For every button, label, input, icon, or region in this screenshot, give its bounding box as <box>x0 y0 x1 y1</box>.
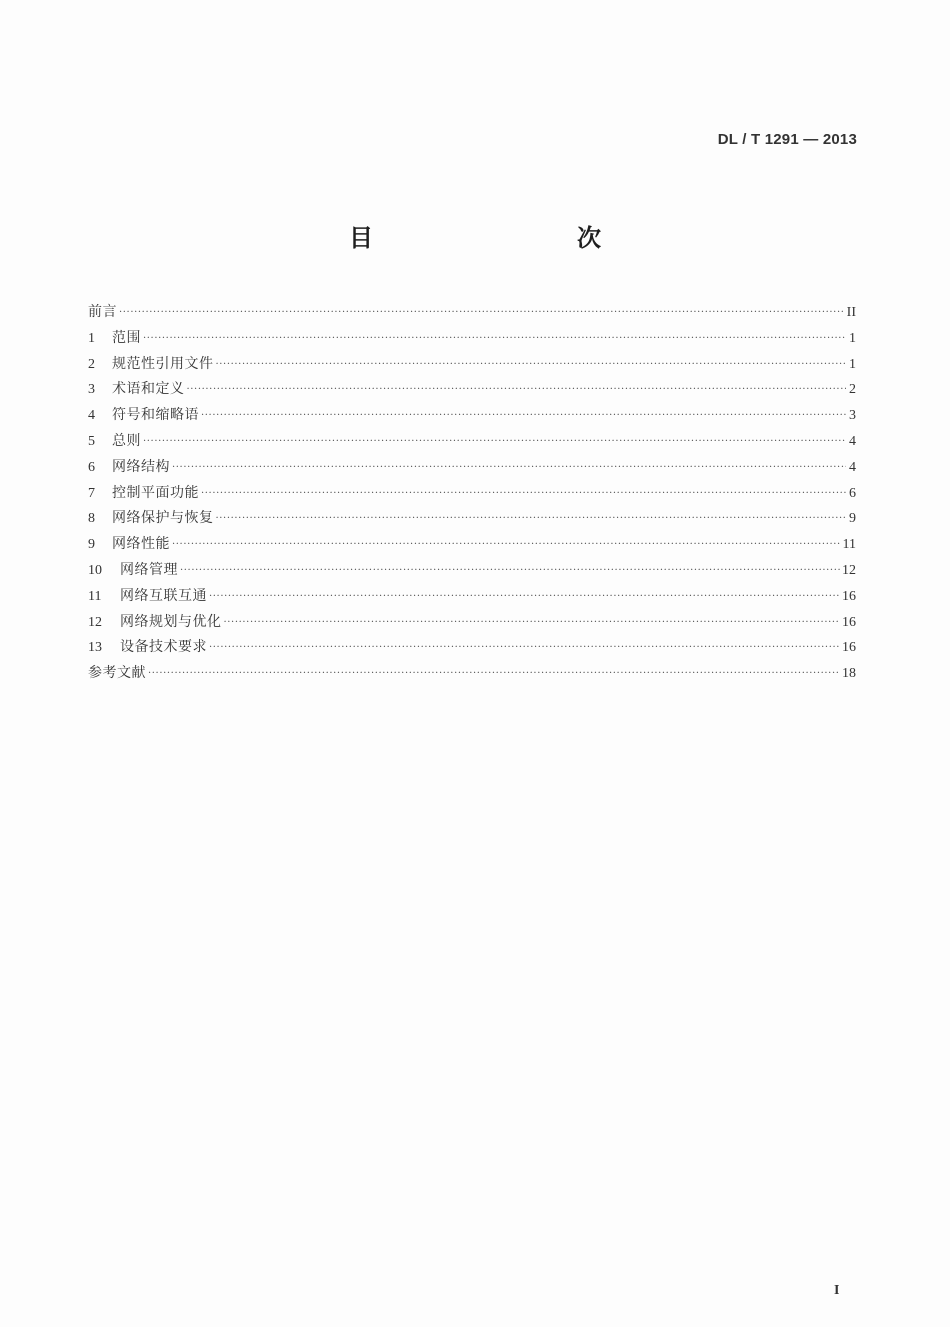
toc-entry-label: 网络性能 <box>112 536 170 553</box>
toc-entry-label: 网络管理 <box>120 561 178 578</box>
table-of-contents <box>88 301 856 688</box>
toc-entry[interactable] <box>88 533 856 559</box>
toc-leader-dots <box>172 539 841 550</box>
toc-entry[interactable] <box>88 430 856 456</box>
toc-entry-page: 1 <box>849 330 856 346</box>
toc-entry-page: 11 <box>842 537 856 553</box>
toc-entry[interactable] <box>88 585 856 611</box>
toc-entry[interactable] <box>88 636 856 662</box>
standard-code: DL / T 1291 — 2013 <box>717 131 857 148</box>
toc-entry-page: 9 <box>849 511 856 527</box>
toc-entry-number: 13 <box>88 640 102 656</box>
toc-entry[interactable] <box>88 482 856 508</box>
toc-entry[interactable] <box>88 404 856 430</box>
toc-entry-page: 4 <box>849 459 856 475</box>
toc-entry-label: 网络保护与恢复 <box>112 510 214 527</box>
toc-leader-dots <box>143 333 846 344</box>
toc-entry-label: 术语和定义 <box>112 381 185 398</box>
toc-leader-dots <box>201 488 846 499</box>
toc-entry-number: 3 <box>88 382 95 398</box>
toc-leader-dots <box>148 668 840 679</box>
toc-entry-number: 11 <box>88 588 102 604</box>
toc-entry-page: 2 <box>849 382 856 398</box>
toc-entry-number: 10 <box>88 562 102 578</box>
toc-entry-label: 总则 <box>112 432 141 449</box>
toc-leader-dots <box>119 307 845 318</box>
toc-entry-page: II <box>846 305 856 320</box>
toc-entry-number: 2 <box>88 356 95 372</box>
toc-entry-number: 6 <box>88 459 95 475</box>
toc-entry[interactable] <box>88 301 856 327</box>
toc-entry-number: 5 <box>88 433 95 449</box>
toc-leader-dots <box>201 410 846 421</box>
toc-entry-label: 网络规划与优化 <box>120 613 222 630</box>
toc-entry[interactable] <box>88 559 856 585</box>
toc-entry[interactable] <box>88 378 856 404</box>
toc-leader-dots <box>180 565 840 576</box>
toc-entry-label: 网络互联互通 <box>120 587 207 604</box>
toc-entry-page: 6 <box>849 485 856 501</box>
toc-entry-label: 规范性引用文件 <box>112 355 214 372</box>
toc-leader-dots <box>216 513 847 524</box>
toc-entry-number: 9 <box>88 537 95 553</box>
toc-entry-label: 网络结构 <box>112 458 170 475</box>
toc-entry-label: 控制平面功能 <box>112 484 199 501</box>
toc-leader-dots <box>187 384 847 395</box>
toc-entry-page: 1 <box>849 356 856 372</box>
toc-entry-page: 16 <box>842 588 856 604</box>
toc-entry-label: 设备技术要求 <box>120 639 207 656</box>
toc-entry-label: 前言 <box>88 304 117 320</box>
toc-entry[interactable] <box>88 611 856 637</box>
toc-entry[interactable] <box>88 327 856 353</box>
toc-entry[interactable] <box>88 662 856 688</box>
toc-entry-number: 1 <box>88 330 95 346</box>
toc-leader-dots <box>209 642 840 653</box>
page-number: I <box>834 1283 840 1298</box>
toc-leader-dots <box>216 359 847 370</box>
toc-leader-dots <box>172 462 846 473</box>
page-title: 目 次 <box>349 224 653 252</box>
toc-entry-number: 4 <box>88 408 95 424</box>
toc-entry-page: 18 <box>842 666 856 682</box>
toc-entry-page: 12 <box>842 562 856 578</box>
toc-entry[interactable] <box>88 456 856 482</box>
toc-entry-page: 16 <box>842 614 856 630</box>
toc-entry-page: 16 <box>842 640 856 656</box>
toc-entry[interactable] <box>88 507 856 533</box>
toc-entry-label: 范围 <box>112 329 141 346</box>
toc-entry-page: 4 <box>849 433 856 449</box>
toc-entry-number: 8 <box>88 511 95 527</box>
toc-entry-label: 参考文献 <box>88 665 146 682</box>
toc-leader-dots <box>143 436 846 447</box>
toc-entry-number: 7 <box>88 485 95 501</box>
toc-entry[interactable] <box>88 353 856 379</box>
toc-entry-page: 3 <box>849 408 856 424</box>
toc-entry-label: 符号和缩略语 <box>112 407 199 424</box>
toc-leader-dots <box>209 591 840 602</box>
toc-entry-number: 12 <box>88 614 102 630</box>
toc-leader-dots <box>224 617 841 628</box>
